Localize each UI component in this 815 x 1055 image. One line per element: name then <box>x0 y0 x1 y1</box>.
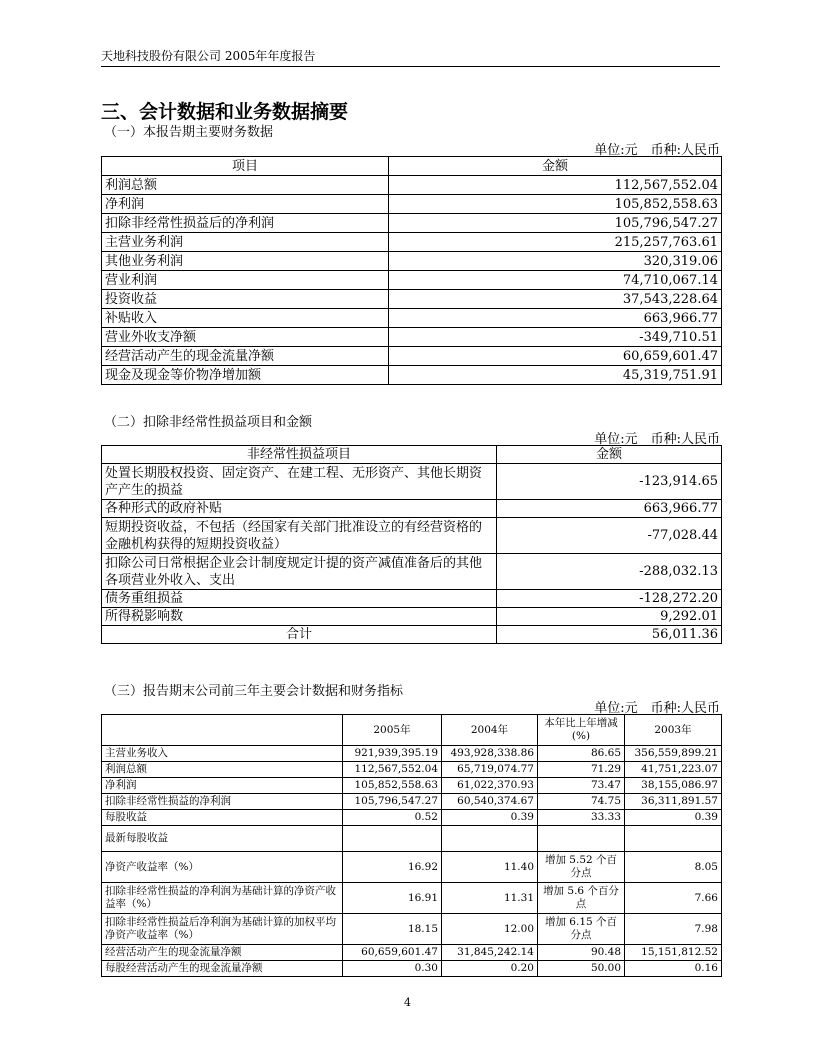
row-value: 86.65 <box>538 746 625 762</box>
page-header: 天地科技股份有限公司 2005年年度报告 <box>101 49 316 63</box>
table-row <box>102 214 722 233</box>
row-label: 投资收益 <box>102 290 389 309</box>
row-value: 61,022,370.93 <box>442 778 538 794</box>
row-value <box>343 826 442 852</box>
row-value: -288,032.13 <box>497 554 722 590</box>
row-label: 净利润 <box>102 195 389 214</box>
row-label: 经营活动产生的现金流量净额 <box>102 347 389 366</box>
row-value: 105,796,547.27 <box>343 794 442 810</box>
row-value: 0.39 <box>442 810 538 826</box>
three-year-table <box>101 714 722 977</box>
section1-subtitle: （一）本报告期主要财务数据 <box>104 125 274 140</box>
total-value: 56,011.36 <box>497 626 722 644</box>
row-label: 处置长期股权投资、固定资产、在建工程、无形资产、其他长期资产产生的损益 <box>102 464 497 500</box>
row-value: 增加 5.52 个百分点 <box>538 852 625 883</box>
table-row <box>102 762 722 778</box>
row-label: 其他业务利润 <box>102 252 389 271</box>
row-value: 356,559,899.21 <box>625 746 722 762</box>
table-row <box>102 914 722 945</box>
row-value: 11.40 <box>442 852 538 883</box>
table-row <box>102 347 722 366</box>
row-value: 105,796,547.27 <box>389 214 722 233</box>
section1-unit: 单位:元 币种:人民币 <box>594 143 720 158</box>
row-value: 31,845,242.14 <box>442 945 538 961</box>
table-row <box>102 500 722 518</box>
table-row <box>102 794 722 810</box>
row-value: 320,319.06 <box>389 252 722 271</box>
row-value: 36,311,891.57 <box>625 794 722 810</box>
row-value: 9,292.01 <box>497 608 722 626</box>
row-value: 16.92 <box>343 852 442 883</box>
row-value: 7.98 <box>625 914 722 945</box>
table-row <box>102 810 722 826</box>
header-divider <box>101 66 720 67</box>
row-value: 45,319,751.91 <box>389 366 722 385</box>
row-value <box>538 826 625 852</box>
row-label: 主营业务利润 <box>102 233 389 252</box>
row-value: 41,751,223.07 <box>625 762 722 778</box>
col-header-blank <box>102 715 343 746</box>
row-value: 71.29 <box>538 762 625 778</box>
row-value: 增加 6.15 个百分点 <box>538 914 625 945</box>
total-label: 合计 <box>102 626 497 644</box>
row-value: 90.48 <box>538 945 625 961</box>
row-value: 8.05 <box>625 852 722 883</box>
row-label: 扣除非经常性损益后净利润为基础计算的加权平均净资产收益率（%） <box>102 914 343 945</box>
table-row <box>102 961 722 977</box>
table-row <box>102 778 722 794</box>
table-row <box>102 176 722 195</box>
page-number: 4 <box>404 996 411 1009</box>
row-label: 营业外收支净额 <box>102 328 389 347</box>
section2-subtitle: （二）扣除非经常性损益项目和金额 <box>104 415 313 430</box>
row-value: 60,659,601.47 <box>389 347 722 366</box>
col-header-2003: 2003年 <box>625 715 722 746</box>
table-row <box>102 233 722 252</box>
row-value: 663,966.77 <box>389 309 722 328</box>
row-value: 112,567,552.04 <box>389 176 722 195</box>
row-value: 11.31 <box>442 883 538 914</box>
row-value: 0.39 <box>625 810 722 826</box>
row-value: 663,966.77 <box>497 500 722 518</box>
table-row <box>102 883 722 914</box>
section3-unit: 单位:元 币种:人民币 <box>594 701 720 716</box>
row-value: 15,151,812.52 <box>625 945 722 961</box>
row-label: 债务重组损益 <box>102 590 497 608</box>
row-value <box>442 826 538 852</box>
row-value: 74,710,067.14 <box>389 271 722 290</box>
col-header-change: 本年比上年增减(%) <box>538 715 625 746</box>
row-value: 37,543,228.64 <box>389 290 722 309</box>
row-label: 每股经营活动产生的现金流量净额 <box>102 961 343 977</box>
row-label: 短期投资收益，不包括（经国家有关部门批准设立的有经营资格的金融机构获得的短期投资收益） <box>102 518 497 554</box>
table-row <box>102 464 722 500</box>
row-value: 215,257,763.61 <box>389 233 722 252</box>
non-recurring-table <box>101 445 722 644</box>
row-value: 16.91 <box>343 883 442 914</box>
section2-unit: 单位:元 币种:人民币 <box>594 432 720 447</box>
table-row <box>102 746 722 762</box>
row-value: 105,852,558.63 <box>389 195 722 214</box>
row-label: 主营业务收入 <box>102 746 343 762</box>
row-value: 50.00 <box>538 961 625 977</box>
row-value: 493,928,338.86 <box>442 746 538 762</box>
row-label: 补贴收入 <box>102 309 389 328</box>
row-value: 112,567,552.04 <box>343 762 442 778</box>
table-row <box>102 554 722 590</box>
row-value: 增加 5.6 个百分点 <box>538 883 625 914</box>
table-row <box>102 309 722 328</box>
row-value: 7.66 <box>625 883 722 914</box>
row-label: 扣除非经常性损益的净利润 <box>102 794 343 810</box>
row-value: -77,028.44 <box>497 518 722 554</box>
row-value: 38,155,086.97 <box>625 778 722 794</box>
col-header-2004: 2004年 <box>442 715 538 746</box>
row-label: 最新每股收益 <box>102 826 343 852</box>
table-row <box>102 290 722 309</box>
table-row <box>102 195 722 214</box>
row-value: 0.20 <box>442 961 538 977</box>
row-label: 各种形式的政府补贴 <box>102 500 497 518</box>
main-financial-table <box>101 156 722 385</box>
row-value <box>625 826 722 852</box>
row-label: 所得税影响数 <box>102 608 497 626</box>
row-value: -128,272.20 <box>497 590 722 608</box>
page-title: 三、会计数据和业务数据摘要 <box>101 101 349 123</box>
col-header-amount: 金额 <box>389 157 722 176</box>
col-header-amount: 金额 <box>497 446 722 464</box>
table-row <box>102 328 722 347</box>
table-row <box>102 852 722 883</box>
table-row <box>102 518 722 554</box>
table-row <box>102 252 722 271</box>
table-row <box>102 366 722 385</box>
row-label: 净资产收益率（%） <box>102 852 343 883</box>
col-header-item: 非经常性损益项目 <box>102 446 497 464</box>
row-value: 105,852,558.63 <box>343 778 442 794</box>
col-header-item: 项目 <box>102 157 389 176</box>
row-label: 经营活动产生的现金流量净额 <box>102 945 343 961</box>
row-value: 74.75 <box>538 794 625 810</box>
row-label: 现金及现金等价物净增加额 <box>102 366 389 385</box>
table-row <box>102 608 722 626</box>
section3-subtitle: （三）报告期末公司前三年主要会计数据和财务指标 <box>104 684 404 699</box>
row-label: 营业利润 <box>102 271 389 290</box>
table-row <box>102 590 722 608</box>
row-label: 每股收益 <box>102 810 343 826</box>
row-label: 利润总额 <box>102 762 343 778</box>
row-value: 60,540,374.67 <box>442 794 538 810</box>
row-value: 65,719,074.77 <box>442 762 538 778</box>
row-value: 0.30 <box>343 961 442 977</box>
row-label: 扣除公司日常根据企业会计制度规定计提的资产减值准备后的其他各项营业外收入、支出 <box>102 554 497 590</box>
row-value: -123,914.65 <box>497 464 722 500</box>
table-row <box>102 945 722 961</box>
row-value: 0.52 <box>343 810 442 826</box>
row-value: 33.33 <box>538 810 625 826</box>
row-value: 12.00 <box>442 914 538 945</box>
row-label: 利润总额 <box>102 176 389 195</box>
row-value: 73.47 <box>538 778 625 794</box>
col-header-2005: 2005年 <box>343 715 442 746</box>
row-label: 净利润 <box>102 778 343 794</box>
table-row <box>102 271 722 290</box>
table-row <box>102 826 722 852</box>
row-value: 0.16 <box>625 961 722 977</box>
row-value: -349,710.51 <box>389 328 722 347</box>
row-value: 18.15 <box>343 914 442 945</box>
row-value: 60,659,601.47 <box>343 945 442 961</box>
row-value: 921,939,395.19 <box>343 746 442 762</box>
row-label: 扣除非经常性损益后的净利润 <box>102 214 389 233</box>
row-label: 扣除非经常性损益的净利润为基础计算的净资产收益率（%） <box>102 883 343 914</box>
